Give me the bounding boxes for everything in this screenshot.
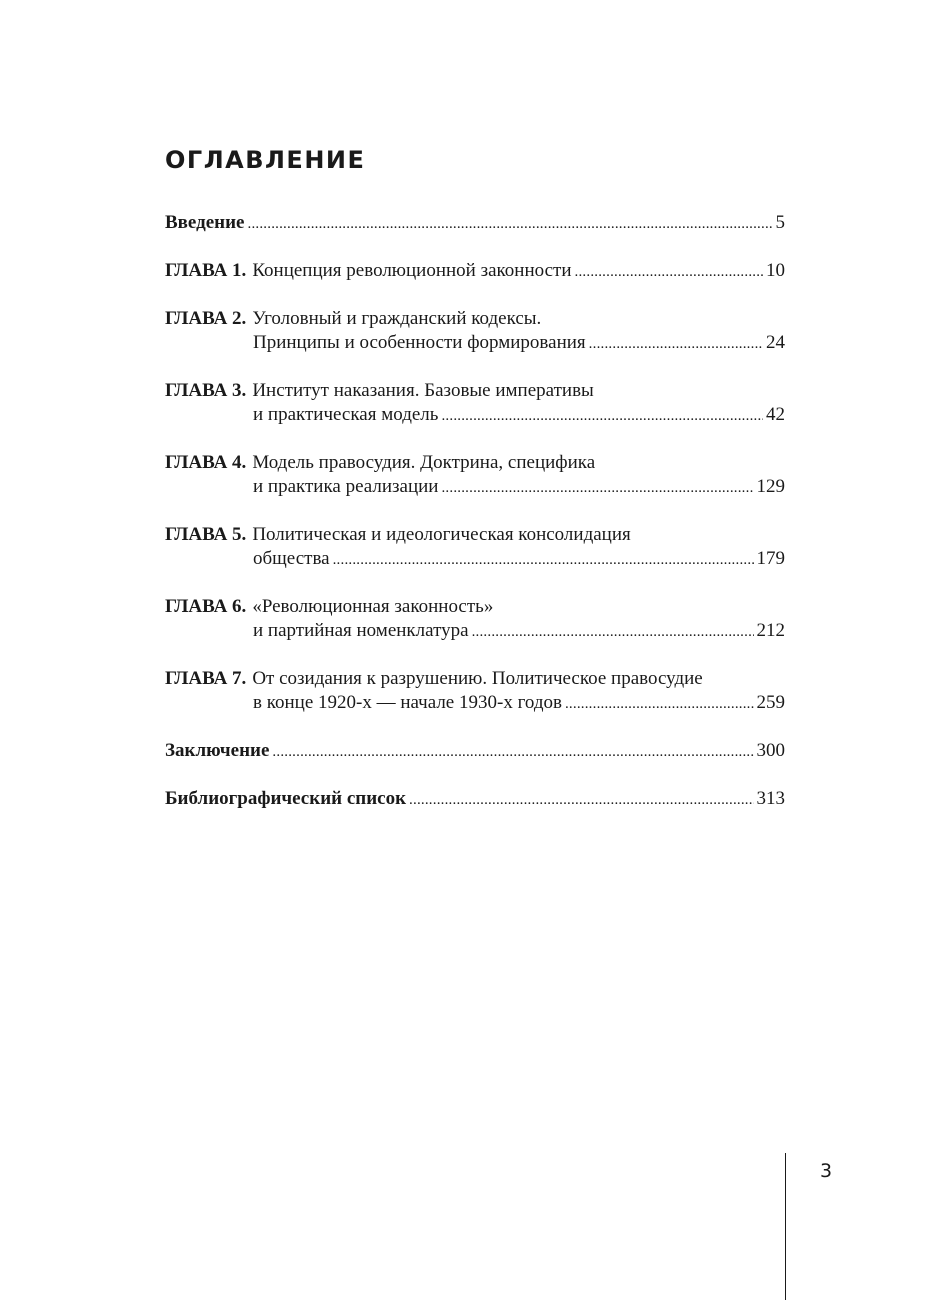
toc-title-continued: Принципы и особенности формирования [253,332,586,353]
toc-entry-chapter-3 [165,379,785,428]
toc-label: ГЛАВА 6. [165,596,247,617]
dot-leader [409,788,753,812]
dot-leader [441,476,753,500]
toc-label: ГЛАВА 7. [165,668,247,689]
toc-page-number: 129 [756,476,785,497]
toc-label: ГЛАВА 4. [165,452,247,473]
toc-entry-chapter-1 [165,259,785,284]
dot-leader [272,740,753,764]
toc-entry-chapter-6 [165,595,785,644]
toc-page-number: 212 [756,620,785,641]
toc-title-continued: общества [253,548,330,569]
dot-leader [472,620,754,644]
toc-title-continued: в конце 1920-х — начале 1930-х годов [253,692,562,713]
page-number: 3 [820,1160,833,1182]
toc-page-number: 24 [766,332,785,353]
table-of-contents [165,211,785,835]
toc-label: ГЛАВА 1. [165,260,247,281]
toc-title: Уголовный и гражданский кодексы. [252,308,542,329]
dot-leader [575,260,763,284]
toc-entry-chapter-7 [165,667,785,716]
dot-leader [441,404,763,428]
toc-page-number: 10 [766,260,785,281]
toc-page-number: 300 [756,740,785,761]
toc-title: Модель правосудия. Доктрина, специфика [252,452,596,473]
toc-label: ГЛАВА 5. [165,524,247,545]
dot-leader [333,548,754,572]
toc-title-continued: и практика реализации [253,476,439,497]
toc-page-number: 179 [756,548,785,569]
toc-label: Заключение [165,740,270,761]
toc-title-continued: и практическая модель [253,404,439,425]
toc-title: «Революционная законность» [252,596,494,617]
toc-entry-intro [165,211,785,236]
toc-entry-conclusion [165,739,785,764]
toc-page-number: 42 [766,404,785,425]
toc-label: ГЛАВА 2. [165,308,247,329]
toc-page-number: 313 [756,788,785,809]
toc-title: Институт наказания. Базовые императивы [252,380,594,401]
toc-label: Библиографический список [165,788,407,809]
toc-title: От созидания к разрушению. Политическое правосудие [252,668,703,689]
toc-title: Политическая и идеологическая консолидация [252,524,631,545]
toc-page-number: 259 [756,692,785,713]
toc-title-continued: и партийная номенклатура [253,620,469,641]
dot-leader [248,212,773,236]
toc-entry-bibliography [165,787,785,812]
toc-entry-chapter-4 [165,451,785,500]
toc-entry-chapter-5 [165,523,785,572]
dot-leader [589,332,763,356]
page-title: ОГЛАВЛЕНИЕ [165,146,366,174]
toc-label: Введение [165,212,245,233]
margin-rule [785,1153,786,1300]
dot-leader [565,692,754,716]
toc-page-number: 5 [775,212,785,233]
toc-title: Концепция революционной законности [252,260,572,281]
toc-entry-chapter-2 [165,307,785,356]
toc-label: ГЛАВА 3. [165,380,247,401]
